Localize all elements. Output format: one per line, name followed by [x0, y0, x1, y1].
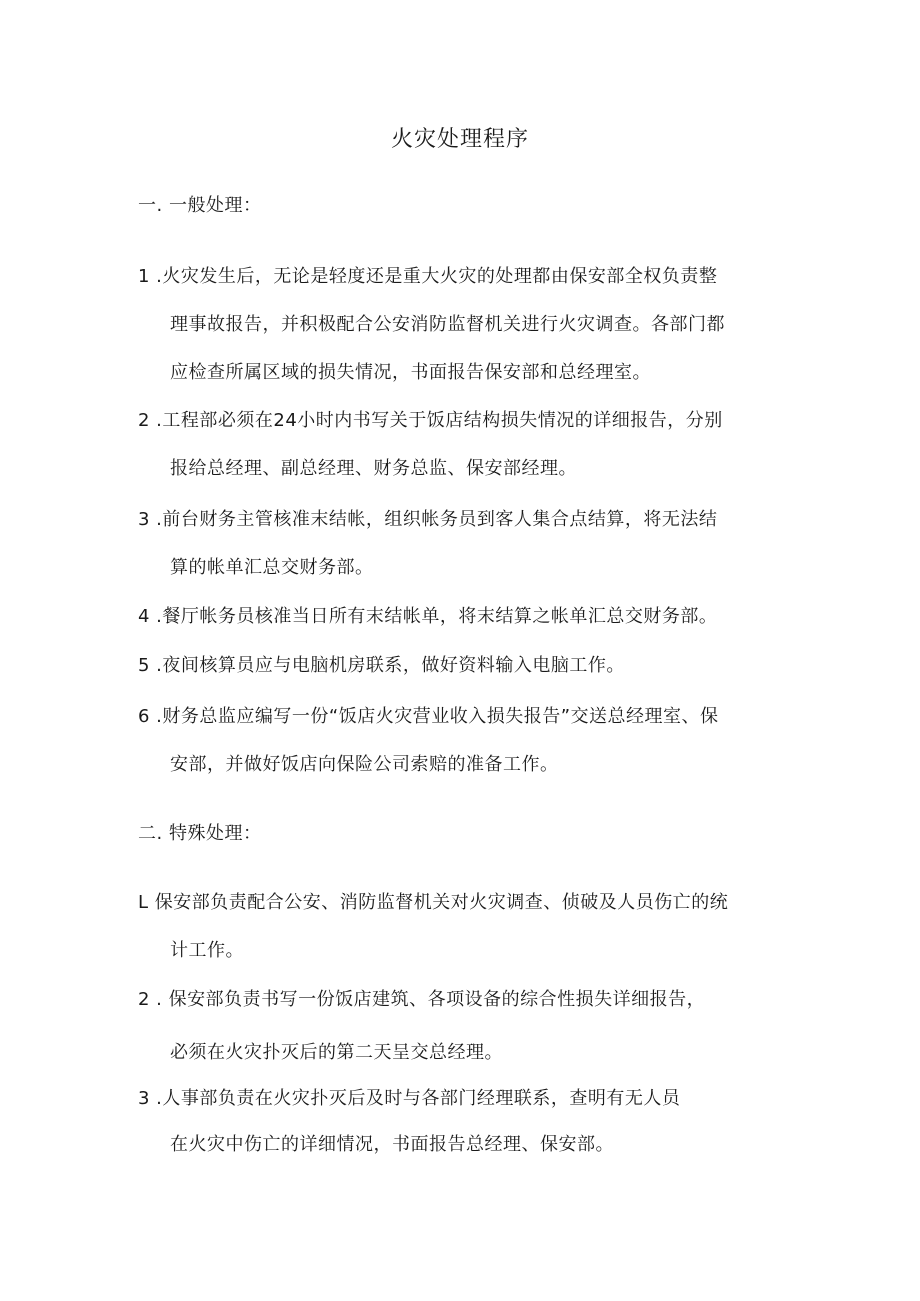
- paragraph-line: 3 .人事部负责在火灾扑灭后及时与各部门经理联系，查明有无人员: [138, 1088, 681, 1109]
- paragraph-line: 应检查所属区域的损失情况，书面报告保安部和总经理室。: [170, 362, 651, 383]
- paragraph-line: 安部，并做好饭店向保险公司索赔的准备工作。: [170, 754, 559, 775]
- paragraph-line: 2 .工程部必须在24小时内书写关于饭店结构损失情况的详细报告，分别: [138, 410, 723, 431]
- section-heading-special: 二. 特殊处理：: [138, 823, 262, 844]
- paragraph-line: L 保安部负责配合公安、消防监督机关对火灾调查、侦破及人员伤亡的统: [138, 892, 729, 913]
- paragraph-line: 理事故报告，并积极配合公安消防监督机关进行火灾调查。各部门都: [170, 314, 725, 335]
- paragraph-line: 在火灾中伤亡的详细情况，书面报告总经理、保安部。: [170, 1134, 614, 1155]
- paragraph-line: 必须在火灾扑灭后的第二天呈交总经理。: [170, 1042, 503, 1063]
- section-heading-general: 一. 一般处理：: [138, 195, 262, 216]
- paragraph-line: 计工作。: [170, 940, 244, 961]
- paragraph-line: 1 .火灾发生后，无论是轻度还是重大火灾的处理都由保安部全权负责整: [138, 266, 718, 287]
- paragraph-line: 3 .前台财务主管核准末结帐，组织帐务员到客人集合点结算，将无法结: [138, 509, 718, 530]
- paragraph-line: 2 . 保安部负责书写一份饭店建筑、各项设备的综合性损失详细报告，: [138, 989, 706, 1010]
- paragraph-line: 5 .夜间核算员应与电脑机房联系，做好资料输入电脑工作。: [138, 655, 625, 676]
- paragraph-line: 4 .餐厅帐务员核准当日所有末结帐单，将末结算之帐单汇总交财务部。: [138, 606, 718, 627]
- paragraph-line: 算的帐单汇总交财务部。: [170, 557, 374, 578]
- document-title: 火灾处理程序: [390, 127, 529, 152]
- paragraph-line: 6 .财务总监应编写一份“饭店火灾营业收入损失报告”交送总经理室、保: [138, 706, 719, 727]
- paragraph-line: 报给总经理、副总经理、财务总监、保安部经理。: [170, 458, 577, 479]
